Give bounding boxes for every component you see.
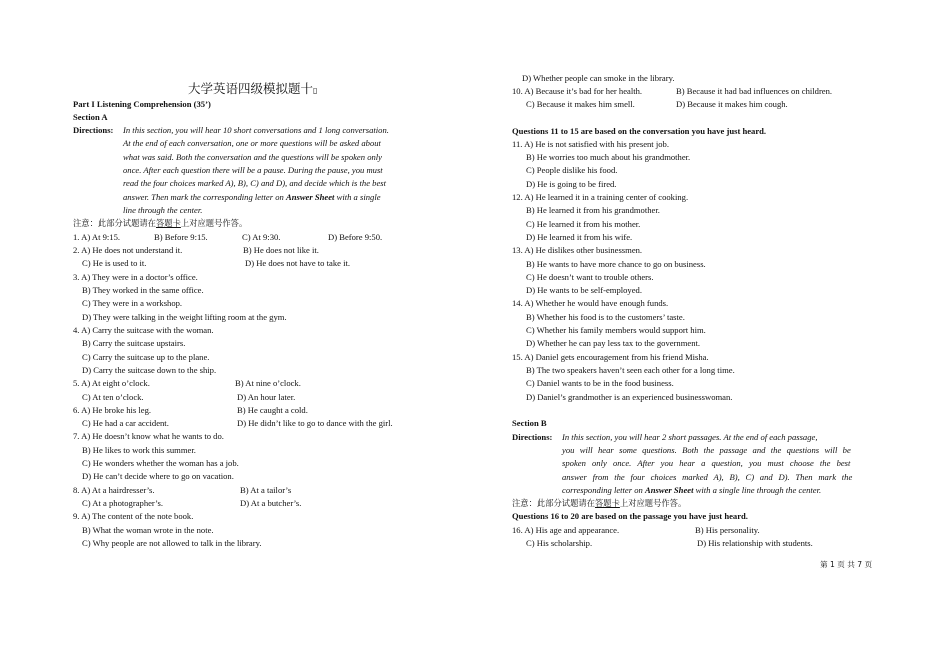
q5-b: B) At nine o’clock. (235, 378, 301, 388)
q14-a: 14. A) Whether he would have enough funds. (512, 298, 669, 308)
q10-c: C) Because it makes him smell. (526, 99, 635, 109)
q13-b: B) He wants to have more chance to go on business. (526, 259, 706, 269)
dir-b-line-5 (562, 485, 821, 496)
q12-b: B) He learned it from his grandmother. (526, 205, 660, 215)
q11-c: C) People dislike his food. (526, 165, 618, 175)
dir-a-line-4: once. After each question there will be a pause. During the pause, you must (123, 165, 383, 175)
q11-d: D) He is going to be fired. (526, 179, 617, 189)
q3-a: 3. A) They were in a doctor’s office. (73, 272, 198, 282)
q8-d: D) At a butcher’s. (240, 498, 302, 508)
q7-d: D) He can’t decide where to go on vacation. (82, 471, 234, 481)
dir-b-line-1: In this section, you will hear 2 short passages. At the end of each passage, (562, 432, 818, 442)
q14-d: D) Whether he can pay less tax to the government. (526, 338, 701, 348)
q8-c: C) At a photographer’s. (82, 498, 163, 508)
answer-sheet-term: Answer Sheet (285, 192, 335, 202)
dir-a-line-2: At the end of each conversation, one or more questions will be asked about (123, 138, 381, 148)
q16-c: C) His scholarship. (526, 538, 593, 548)
q2-d: D) He does not have to take it. (245, 258, 351, 268)
q6-c: C) He had a car accident. (82, 418, 169, 428)
q8-a: 8. A) At a hairdresser’s. (73, 485, 155, 495)
q9-d: D) Whether people can smoke in the library. (522, 73, 675, 83)
section-b-heading: Section B (512, 418, 547, 428)
directions-label: Directions: (73, 125, 114, 135)
note-b-post: 上对应题号作答。 (619, 498, 687, 508)
q12-a: 12. A) He learned it in a training center of cooking. (512, 192, 689, 202)
dir-a-line-5: read the four choices marked A), B), C) and D), and decide which is the best (123, 178, 387, 188)
q6-b: B) He caught a cold. (237, 405, 308, 415)
q7-a: 7. A) He doesn’t know what he wants to do. (73, 431, 224, 441)
q6-d: D) He didn’t like to go to dance with the girl. (237, 418, 393, 428)
q12-c: C) He learned it from his mother. (526, 219, 641, 229)
q5-a: 5. A) At eight o’clock. (73, 378, 150, 388)
q15-a: 15. A) Daniel gets encouragement from his friend Misha. (512, 352, 709, 362)
note-b-pre: 注意：此部分试题请在 (512, 498, 595, 508)
dir-b-line-5-tail: with a single line through the center. (695, 485, 822, 495)
dir-a-line-3: what was said. Both the conversation and the questions will be spoken only (123, 152, 382, 162)
q16-a: 16. A) His age and appearance. (512, 525, 620, 535)
q14-c: C) Whether his family members would support him. (526, 325, 706, 335)
note-b (512, 498, 686, 509)
q16-b: B) His personality. (695, 525, 760, 535)
q13-d: D) He wants to be self-employed. (526, 285, 642, 295)
q7-b: B) He likes to work this summer. (82, 445, 196, 455)
q9-b: B) What the woman wrote in the note. (82, 525, 214, 535)
q11-15-heading: Questions 11 to 15 are based on the conversation you have just heard. (512, 126, 767, 136)
q16-d: D) His relationship with students. (697, 538, 813, 548)
q10-b: B) Because it had bad influences on children. (676, 86, 833, 96)
dir-b-line-5-text: corresponding letter on (562, 485, 643, 495)
q2-a: 2. A) He does not understand it. (73, 245, 183, 255)
note-a-pre: 注意：此部分试题请在 (73, 218, 156, 228)
q1-c: C) At 9:30. (242, 232, 281, 242)
dir-a-line-6 (123, 192, 381, 203)
q15-c: C) Daniel wants to be in the food business. (526, 378, 674, 388)
section-a-heading: Section A (73, 112, 108, 122)
q4-c: C) Carry the suitcase up to the plane. (82, 352, 210, 362)
q9-a: 9. A) The content of the note book. (73, 511, 194, 521)
directions-b-label: Directions: (512, 432, 553, 442)
q8-b: B) At a tailor’s (240, 485, 292, 495)
title-text: 大学英语四级模拟题十 (188, 81, 314, 96)
q14-b: B) Whether his food is to the customers’ taste. (526, 312, 685, 322)
q13-c: C) He doesn’t want to trouble others. (526, 272, 654, 282)
note-a-post: 上对应题号作答。 (180, 218, 248, 228)
q5-c: C) At ten o’clock. (82, 392, 144, 402)
answer-sheet-term-b: Answer Sheet (645, 485, 694, 495)
q7-c: C) He wonders whether the woman has a job. (82, 458, 239, 468)
q10-a: 10. A) Because it’s bad for her health. (512, 86, 643, 96)
q3-d: D) They were talking in the weight lifting room at the gym. (82, 312, 287, 322)
dir-b-line-3: spoken only once. After you hear a question, you must choose the best (562, 458, 851, 468)
q4-b: B) Carry the suitcase upstairs. (82, 338, 186, 348)
q10-d: D) Because it makes him cough. (676, 99, 788, 109)
page-title (188, 79, 317, 97)
q1-d: D) Before 9:50. (328, 232, 383, 242)
q11-b: B) He worries too much about his grandmother. (526, 152, 691, 162)
note-a-underlined: 答题卡 (155, 218, 181, 228)
q13-a: 13. A) He dislikes other businessmen. (512, 245, 643, 255)
q2-c: C) He is used to it. (82, 258, 147, 268)
q3-c: C) They were in a workshop. (82, 298, 183, 308)
dir-b-line-2: you will hear some questions. Both the passage and the questions will be (562, 445, 851, 455)
q15-b: B) The two speakers haven’t seen each other for a long time. (526, 365, 735, 375)
dir-b-line-4: answer from the four choices marked A), B), C) and D). Then mark the (562, 472, 853, 482)
q11-a: 11. A) He is not satisfied with his present job. (512, 139, 669, 149)
note-a (73, 218, 247, 229)
page-footer: 第 1 页 共 7 页 (820, 560, 873, 569)
q3-b: B) They worked in the same office. (82, 285, 204, 295)
dir-a-with-single: with a single (336, 192, 381, 202)
note-b-underlined: 答题卡 (594, 498, 620, 508)
q6-a: 6. A) He broke his leg. (73, 405, 152, 415)
title-mark: ▯ (313, 86, 318, 95)
q1-b: B) Before 9:15. (154, 232, 208, 242)
q4-d: D) Carry the suitcase down to the ship. (82, 365, 217, 375)
q15-d: D) Daniel’s grandmother is an experienced businesswoman. (526, 392, 733, 402)
dir-a-line-7: line through the center. (123, 205, 203, 215)
q5-d: D) An hour later. (237, 392, 296, 402)
dir-a-line-1: In this section, you will hear 10 short conversations and 1 long conversation. (123, 125, 389, 135)
q4-a: 4. A) Carry the suitcase with the woman. (73, 325, 214, 335)
q2-b: B) He does not like it. (243, 245, 319, 255)
q1-a: 1. A) At 9:15. (73, 232, 121, 242)
q12-d: D) He learned it from his wife. (526, 232, 633, 242)
part-heading: Part I Listening Comprehension (35’) (73, 99, 211, 109)
q9-c: C) Why people are not allowed to talk in the library. (82, 538, 262, 548)
q16-20-heading: Questions 16 to 20 are based on the passage you have just heard. (512, 511, 748, 521)
dir-a-line-6-text: answer. Then mark the corresponding letter on (123, 192, 284, 202)
